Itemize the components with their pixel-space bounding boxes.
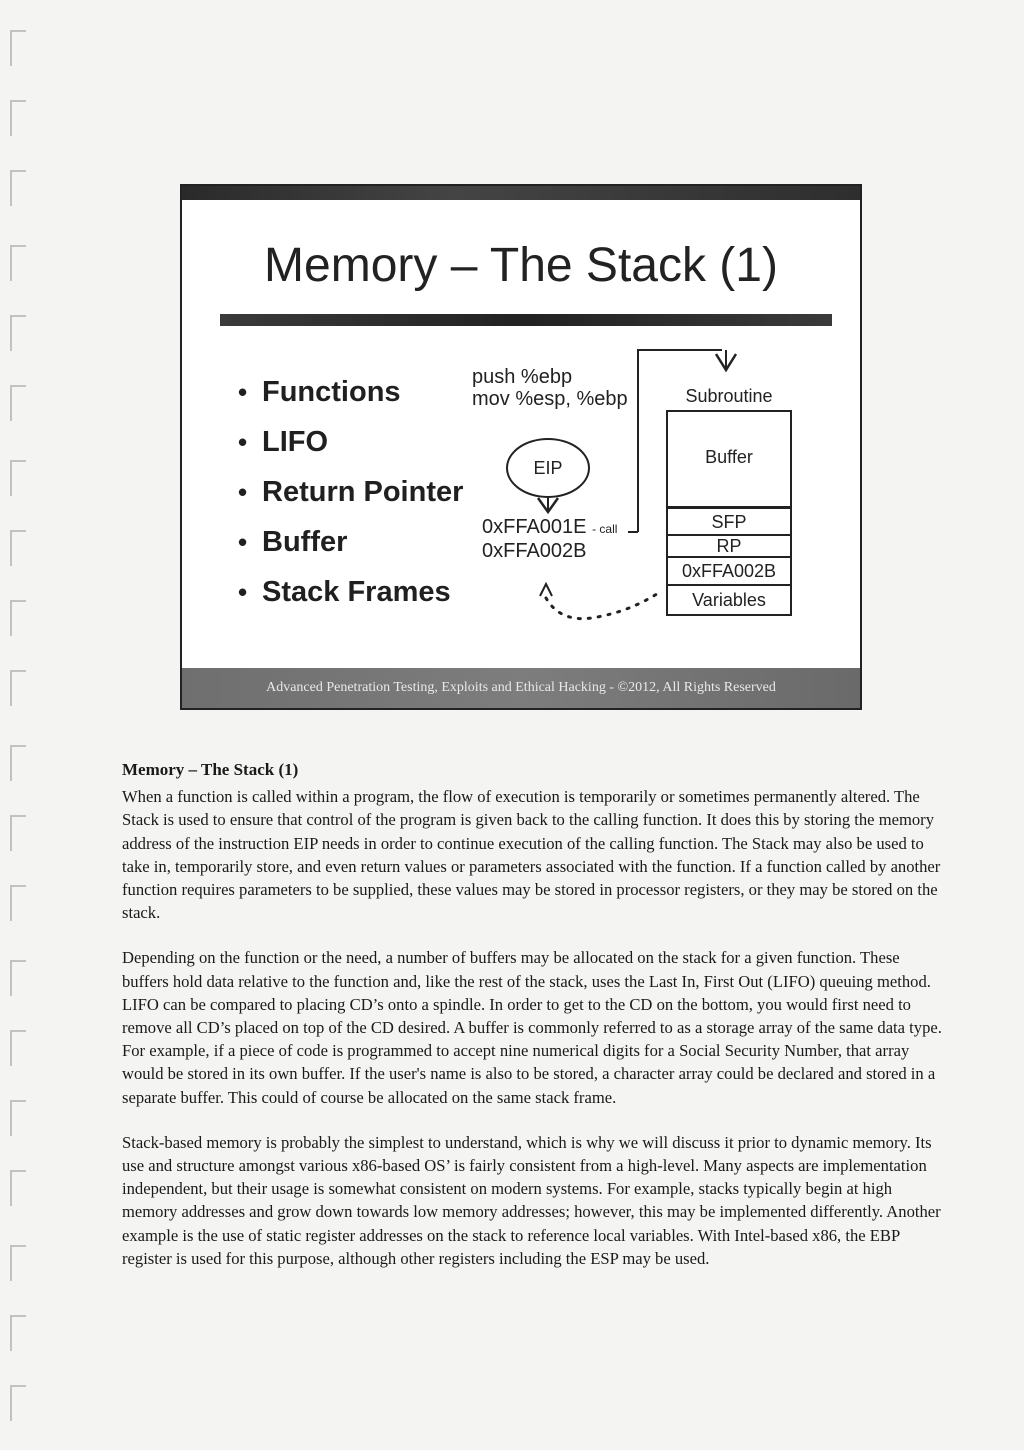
subroutine-label: Subroutine: [685, 386, 773, 406]
stack-cell-sfp: SFP: [666, 506, 792, 536]
article-paragraph: Stack-based memory is probably the simplest to understand, which is why we will discuss it prior to dynamic memory. Its use and structure amongst various x86-based OS’ is fairly consistent from a high-level. Many aspects are implementation independent, but their usage is somewhat consistent on modern systems. For example, stacks typically begin at high memory addresses and grow down towards low memory addresses; however, this may be implemented differently. Another example is the use of static register addresses on the stack to reference local variables. With Intel-based x86, the EBP register is used for this purpose, although other registers including the ESP may be used.: [122, 1132, 941, 1268]
article-paragraph: Depending on the function or the need, a number of buffers may be allocated on the stack for a given function. These buffers hold data relative to the function and, like the rest of the stack, uses the Last In, First Out (LIFO) queuing method. LIFO can be compared to placing CD’s onto a spindle. In order to get to the CD on the bottom, you would first need to remove all CD’s placed on top of the CD desired. A buffer is commonly referred to as a storage array of the same data type. For example, if a piece of code is programmed to accept nine numerical digits for a Social Security Number, that array would be stored in its own buffer. If the user's name is also to be stored, a character array could be declared and stored in a separate buffer. This could of course be allocated on the same stack frame.: [122, 948, 942, 1107]
slide-title-rule: [220, 314, 832, 326]
call-label: - call: [592, 522, 618, 536]
eip-register-circle: [506, 438, 590, 498]
stack-cell-buffer: Buffer: [666, 410, 792, 508]
address-list: [482, 516, 617, 562]
article-body: [122, 758, 942, 1292]
code-line: push %ebp: [472, 366, 573, 388]
article-paragraph: When a function is called within a program, the flow of execution is temporarily or sometimes permanently altered. The Stack is used to ensure that control of the program is given back to the calling function. It does this by storing the memory address of the instruction EIP needs in order to continue execution of the calling function. The Stack may also be used to take in, temporarily store, and even return values or parameters associated with the function. If a function called by another function requires parameters to be supplied, these values may be stored in processor registers, or they may be stored on the stack.: [122, 787, 941, 923]
address-return: 0xFFA002B: [482, 540, 587, 562]
stack-cell-rp: RP: [666, 534, 792, 558]
binding-marks: [0, 0, 40, 1450]
slide-top-bar: [182, 186, 860, 200]
stack-frame-diagram: [666, 412, 792, 616]
bullet-item: • Stack Frames: [238, 572, 463, 622]
slide-title: Memory – The Stack (1): [264, 239, 778, 292]
bullet-item: • LIFO: [238, 422, 463, 472]
stack-cell-variables: Variables: [666, 584, 792, 616]
stack-cell-return-address: 0xFFA002B: [666, 556, 792, 586]
slide-image: [180, 184, 862, 710]
slide-footer: Advanced Penetration Testing, Exploits and Ethical Hacking - ©2012, All Rights Reserved: [182, 668, 860, 708]
bullet-item: • Buffer: [238, 522, 463, 572]
bullet-item: • Return Pointer: [238, 472, 463, 522]
eip-label: EIP: [533, 457, 563, 478]
slide-bullet-list: [238, 372, 463, 622]
bullet-item: • Functions: [238, 372, 463, 422]
code-snippet: [472, 366, 628, 410]
code-line: mov %esp, %ebp: [472, 388, 628, 410]
article-heading: Memory – The Stack (1): [122, 760, 299, 779]
address-call: 0xFFA001E: [482, 516, 587, 538]
